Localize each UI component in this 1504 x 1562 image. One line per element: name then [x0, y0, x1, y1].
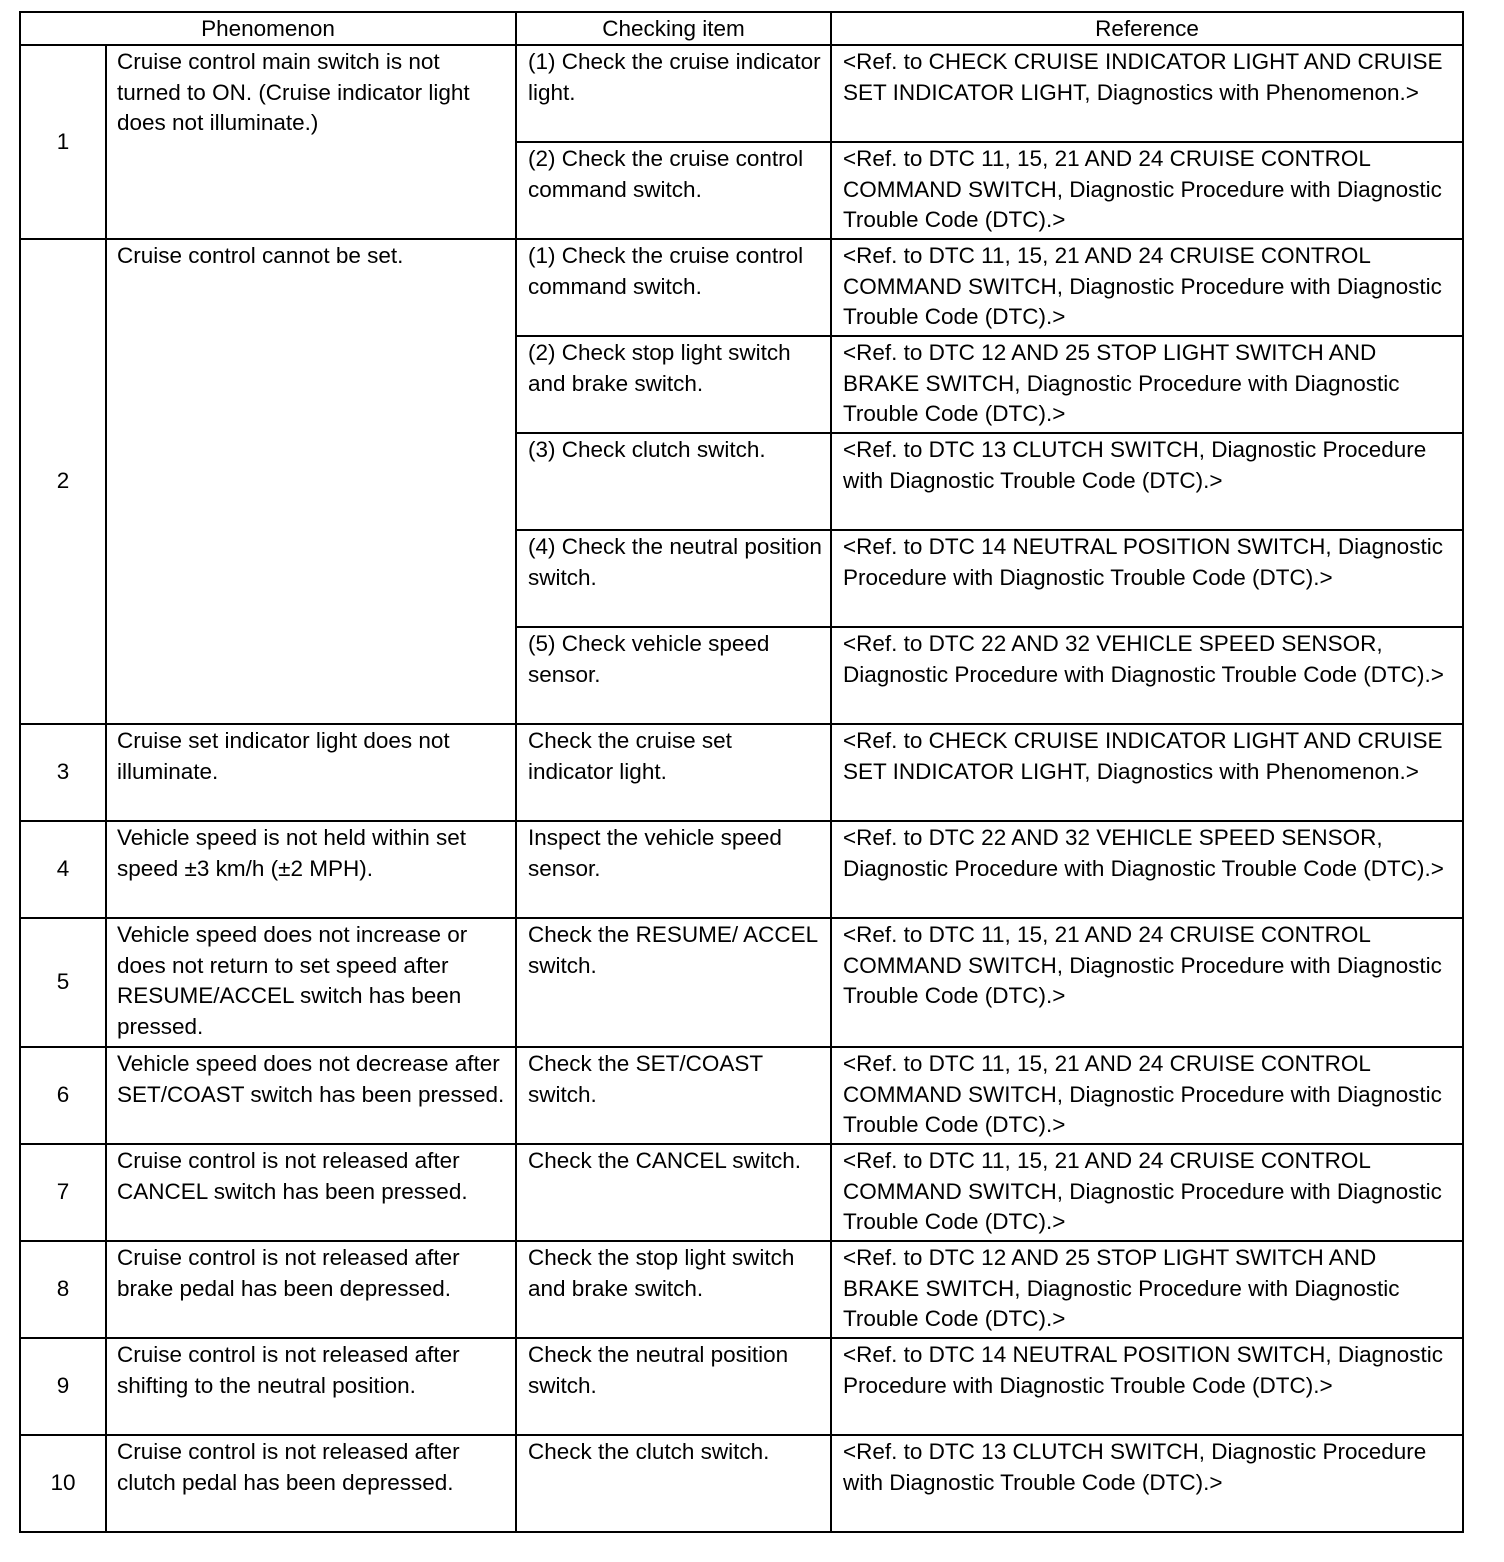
- row-number: 2: [20, 239, 106, 724]
- reference-cell: <Ref. to DTC 11, 15, 21 AND 24 CRUISE CONTROL COMMAND SWITCH, Diagnostic Procedure with Diagnostic Trouble Code (DTC).>: [831, 1047, 1463, 1144]
- diagnostics-table: [19, 11, 1464, 1533]
- phenomenon-cell: Cruise control is not released after brake pedal has been depressed.: [106, 1241, 516, 1338]
- phenomenon-cell: Vehicle speed does not decrease after SET/COAST switch has been pressed.: [106, 1047, 516, 1144]
- reference-cell: <Ref. to DTC 13 CLUTCH SWITCH, Diagnostic Procedure with Diagnostic Trouble Code (DTC).>: [831, 1435, 1463, 1532]
- checking-item-cell: (1) Check the cruise control command switch.: [516, 239, 831, 336]
- checking-item-cell: (3) Check clutch switch.: [516, 433, 831, 530]
- phenomenon-cell: Cruise control cannot be set.: [106, 239, 516, 724]
- reference-cell: <Ref. to DTC 13 CLUTCH SWITCH, Diagnostic Procedure with Diagnostic Trouble Code (DTC).>: [831, 433, 1463, 530]
- phenomenon-cell: Vehicle speed does not increase or does not return to set speed after RESUME/ACCEL switch has been pressed.: [106, 918, 516, 1047]
- reference-cell: <Ref. to DTC 14 NEUTRAL POSITION SWITCH, Diagnostic Procedure with Diagnostic Trouble Code (DTC).>: [831, 1338, 1463, 1435]
- phenomenon-cell: Cruise control main switch is not turned to ON. (Cruise indicator light does not illuminate.): [106, 45, 516, 239]
- checking-item-cell: (2) Check stop light switch and brake switch.: [516, 336, 831, 433]
- header-checking-item: Checking item: [516, 12, 831, 45]
- reference-cell: <Ref. to DTC 11, 15, 21 AND 24 CRUISE CONTROL COMMAND SWITCH, Diagnostic Procedure with Diagnostic Trouble Code (DTC).>: [831, 239, 1463, 336]
- checking-item-cell: Check the stop light switch and brake switch.: [516, 1241, 831, 1338]
- table-row: [20, 1144, 1463, 1241]
- table-row: [20, 45, 1463, 142]
- phenomenon-cell: Cruise control is not released after CANCEL switch has been pressed.: [106, 1144, 516, 1241]
- phenomenon-cell: Cruise control is not released after shifting to the neutral position.: [106, 1338, 516, 1435]
- row-number: 10: [20, 1435, 106, 1532]
- phenomenon-cell: Cruise control is not released after clutch pedal has been depressed.: [106, 1435, 516, 1532]
- row-number: 4: [20, 821, 106, 918]
- table-header-row: [20, 12, 1463, 45]
- reference-cell: <Ref. to CHECK CRUISE INDICATOR LIGHT AND CRUISE SET INDICATOR LIGHT, Diagnostics with Phenomenon.>: [831, 45, 1463, 142]
- reference-cell: <Ref. to DTC 22 AND 32 VEHICLE SPEED SENSOR, Diagnostic Procedure with Diagnostic Trouble Code (DTC).>: [831, 821, 1463, 918]
- checking-item-cell: (4) Check the neutral position switch.: [516, 530, 831, 627]
- checking-item-cell: Inspect the vehicle speed sensor.: [516, 821, 831, 918]
- table-row: [20, 1047, 1463, 1144]
- row-number: 3: [20, 724, 106, 821]
- reference-cell: <Ref. to DTC 22 AND 32 VEHICLE SPEED SENSOR, Diagnostic Procedure with Diagnostic Trouble Code (DTC).>: [831, 627, 1463, 724]
- reference-cell: <Ref. to CHECK CRUISE INDICATOR LIGHT AND CRUISE SET INDICATOR LIGHT, Diagnostics with Phenomenon.>: [831, 724, 1463, 821]
- row-number: 9: [20, 1338, 106, 1435]
- reference-cell: <Ref. to DTC 12 AND 25 STOP LIGHT SWITCH AND BRAKE SWITCH, Diagnostic Procedure with Diagnostic Trouble Code (DTC).>: [831, 1241, 1463, 1338]
- phenomenon-cell: Vehicle speed is not held within set speed ±3 km/h (±2 MPH).: [106, 821, 516, 918]
- checking-item-cell: (5) Check vehicle speed sensor.: [516, 627, 831, 724]
- reference-cell: <Ref. to DTC 12 AND 25 STOP LIGHT SWITCH AND BRAKE SWITCH, Diagnostic Procedure with Diagnostic Trouble Code (DTC).>: [831, 336, 1463, 433]
- row-number: 7: [20, 1144, 106, 1241]
- checking-item-cell: Check the neutral position switch.: [516, 1338, 831, 1435]
- header-reference: Reference: [831, 12, 1463, 45]
- checking-item-cell: Check the clutch switch.: [516, 1435, 831, 1532]
- reference-cell: <Ref. to DTC 11, 15, 21 AND 24 CRUISE CONTROL COMMAND SWITCH, Diagnostic Procedure with Diagnostic Trouble Code (DTC).>: [831, 918, 1463, 1047]
- table-row: [20, 724, 1463, 821]
- table-row: [20, 239, 1463, 336]
- header-phenomenon: Phenomenon: [20, 12, 516, 45]
- table-row: [20, 918, 1463, 1047]
- table-row: [20, 1435, 1463, 1532]
- table-row: [20, 821, 1463, 918]
- table-body: [20, 45, 1463, 1532]
- table-row: [20, 1241, 1463, 1338]
- checking-item-cell: (1) Check the cruise indicator light.: [516, 45, 831, 142]
- reference-cell: <Ref. to DTC 14 NEUTRAL POSITION SWITCH, Diagnostic Procedure with Diagnostic Trouble Code (DTC).>: [831, 530, 1463, 627]
- checking-item-cell: Check the cruise set indicator light.: [516, 724, 831, 821]
- table-row: [20, 1338, 1463, 1435]
- reference-cell: <Ref. to DTC 11, 15, 21 AND 24 CRUISE CONTROL COMMAND SWITCH, Diagnostic Procedure with Diagnostic Trouble Code (DTC).>: [831, 1144, 1463, 1241]
- reference-cell: <Ref. to DTC 11, 15, 21 AND 24 CRUISE CONTROL COMMAND SWITCH, Diagnostic Procedure with Diagnostic Trouble Code (DTC).>: [831, 142, 1463, 239]
- checking-item-cell: Check the SET/COAST switch.: [516, 1047, 831, 1144]
- row-number: 6: [20, 1047, 106, 1144]
- row-number: 8: [20, 1241, 106, 1338]
- checking-item-cell: Check the RESUME/ ACCEL switch.: [516, 918, 831, 1047]
- row-number: 1: [20, 45, 106, 239]
- phenomenon-cell: Cruise set indicator light does not illuminate.: [106, 724, 516, 821]
- row-number: 5: [20, 918, 106, 1047]
- checking-item-cell: Check the CANCEL switch.: [516, 1144, 831, 1241]
- checking-item-cell: (2) Check the cruise control command switch.: [516, 142, 831, 239]
